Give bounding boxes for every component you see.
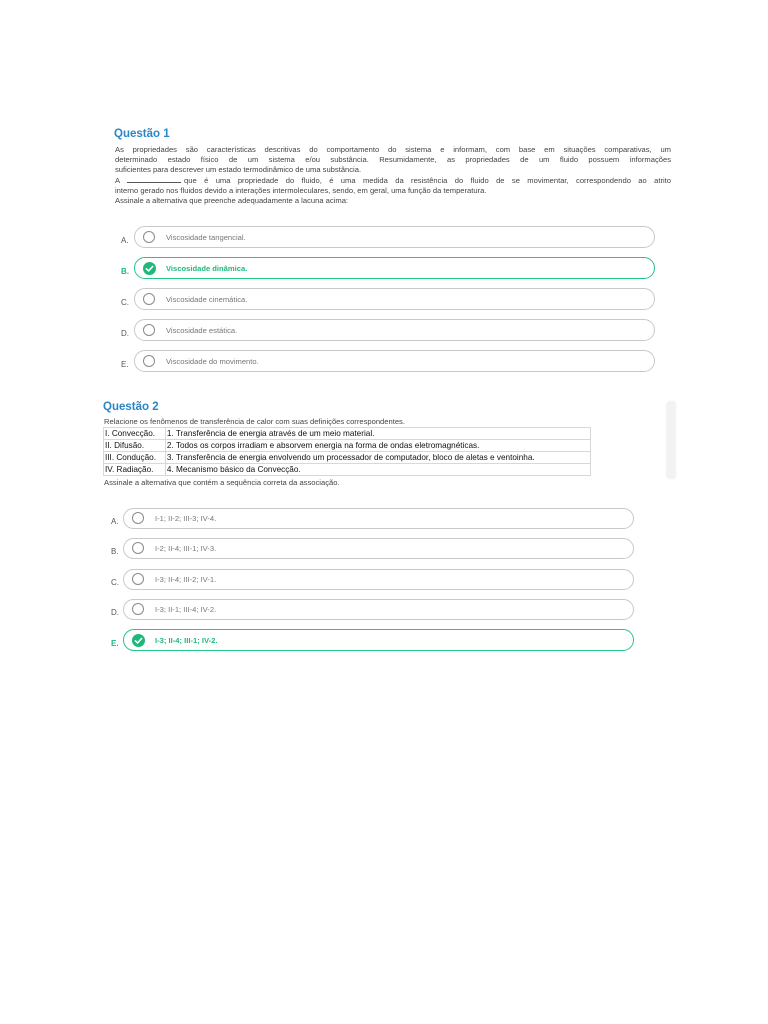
- radio-circle-icon[interactable]: [143, 231, 155, 243]
- option-letter: C.: [111, 578, 119, 587]
- table-row: [104, 440, 591, 452]
- check-circle-icon[interactable]: [132, 634, 145, 647]
- option-text: I-3; II-4; III-2; IV-1.: [155, 575, 217, 584]
- question-2-title: Questão 2: [103, 401, 159, 413]
- statement-line-with-blank: [115, 176, 671, 186]
- option-letter: D.: [121, 329, 129, 338]
- statement-fragment: que é uma propriedade do fluido, é uma medida da resistência do fluido de se movimentar, correspondendo ao atrito: [184, 175, 671, 185]
- table-cell: IV. Radiação.: [104, 464, 166, 476]
- table-cell: 2. Todos os corpos irradiam e absorvem energia na forma de ondas eletromagnéticas.: [165, 440, 590, 452]
- radio-circle-icon[interactable]: [143, 355, 155, 367]
- option-letter: A.: [121, 236, 129, 245]
- statement-line: determinado estado físico de um sistema e/ou substância. Resumidamente, as propriedades de um fluido possuem informações: [115, 155, 671, 165]
- statement-line: Assinale a alternativa que preenche adequadamente a lacuna acima:: [115, 196, 349, 206]
- q2-option-d[interactable]: [123, 599, 634, 620]
- option-text: I-2; II-4; III-1; IV-3.: [155, 544, 217, 553]
- statement-line: suficientes para descrever um estado termodinâmico de uma substância.: [115, 165, 362, 175]
- question-1-title: Questão 1: [114, 128, 170, 140]
- table-cell: 3. Transferência de energia envolvendo um processador de computador, bloco de aletas e ventoinha.: [165, 452, 590, 464]
- option-letter: C.: [121, 298, 129, 307]
- fill-in-blank: [127, 176, 181, 183]
- table-row: [104, 464, 591, 476]
- option-text: Viscosidade do movimento.: [166, 357, 259, 366]
- q2-option-c[interactable]: [123, 569, 634, 590]
- table-cell: I. Convecção.: [104, 428, 166, 440]
- radio-circle-icon[interactable]: [132, 512, 144, 524]
- table-cell: 1. Transferência de energia através de um meio material.: [165, 428, 590, 440]
- option-text: Viscosidade cinemática.: [166, 295, 248, 304]
- option-text: I-1; II-2; III-3; IV-4.: [155, 514, 217, 523]
- option-text: I-3; II-4; III-1; IV-2.: [155, 636, 218, 645]
- question-2-instruction: Assinale a alternativa que contém a sequência correta da associação.: [104, 478, 340, 487]
- radio-circle-icon[interactable]: [143, 324, 155, 336]
- side-panel-tab[interactable]: [667, 402, 675, 478]
- option-letter: E.: [121, 360, 129, 369]
- q2-option-e[interactable]: [123, 629, 634, 651]
- option-letter: D.: [111, 608, 119, 617]
- table-cell: III. Condução.: [104, 452, 166, 464]
- check-circle-icon[interactable]: [143, 262, 156, 275]
- q1-option-c[interactable]: [134, 288, 655, 310]
- q1-option-a[interactable]: [134, 226, 655, 248]
- option-text: Viscosidade dinâmica.: [166, 264, 248, 273]
- option-text: I-3; II-1; III-4; IV-2.: [155, 605, 217, 614]
- q2-option-b[interactable]: [123, 538, 634, 559]
- option-letter: A.: [111, 517, 119, 526]
- table-row: [104, 452, 591, 464]
- q1-option-e[interactable]: [134, 350, 655, 372]
- statement-line: interno gerado nos fluidos devido a interações intermoleculares, sendo, em geral, uma função da temperatura.: [115, 185, 487, 195]
- table-cell: II. Difusão.: [104, 440, 166, 452]
- option-text: Viscosidade estática.: [166, 326, 238, 335]
- table-row: [104, 428, 591, 440]
- option-letter: B.: [121, 267, 129, 276]
- q2-option-a[interactable]: [123, 508, 634, 529]
- option-letter: B.: [111, 547, 119, 556]
- radio-circle-icon[interactable]: [132, 542, 144, 554]
- option-letter: E.: [111, 639, 119, 648]
- radio-circle-icon[interactable]: [143, 293, 155, 305]
- statement-line: As propriedades são características descritivas do comportamento do sistema e informam, com base em situações comparativas, um: [115, 145, 671, 154]
- question-2-intro: Relacione os fenômenos de transferência de calor com suas definições correspondentes.: [104, 417, 405, 426]
- q1-option-b[interactable]: [134, 257, 655, 279]
- table-cell: 4. Mecanismo básico da Convecção.: [165, 464, 590, 476]
- question-1-statement: [115, 145, 671, 206]
- association-table: [103, 427, 591, 476]
- radio-circle-icon[interactable]: [132, 573, 144, 585]
- q1-option-d[interactable]: [134, 319, 655, 341]
- statement-fragment: A: [115, 175, 120, 185]
- radio-circle-icon[interactable]: [132, 603, 144, 615]
- option-text: Viscosidade tangencial.: [166, 233, 246, 242]
